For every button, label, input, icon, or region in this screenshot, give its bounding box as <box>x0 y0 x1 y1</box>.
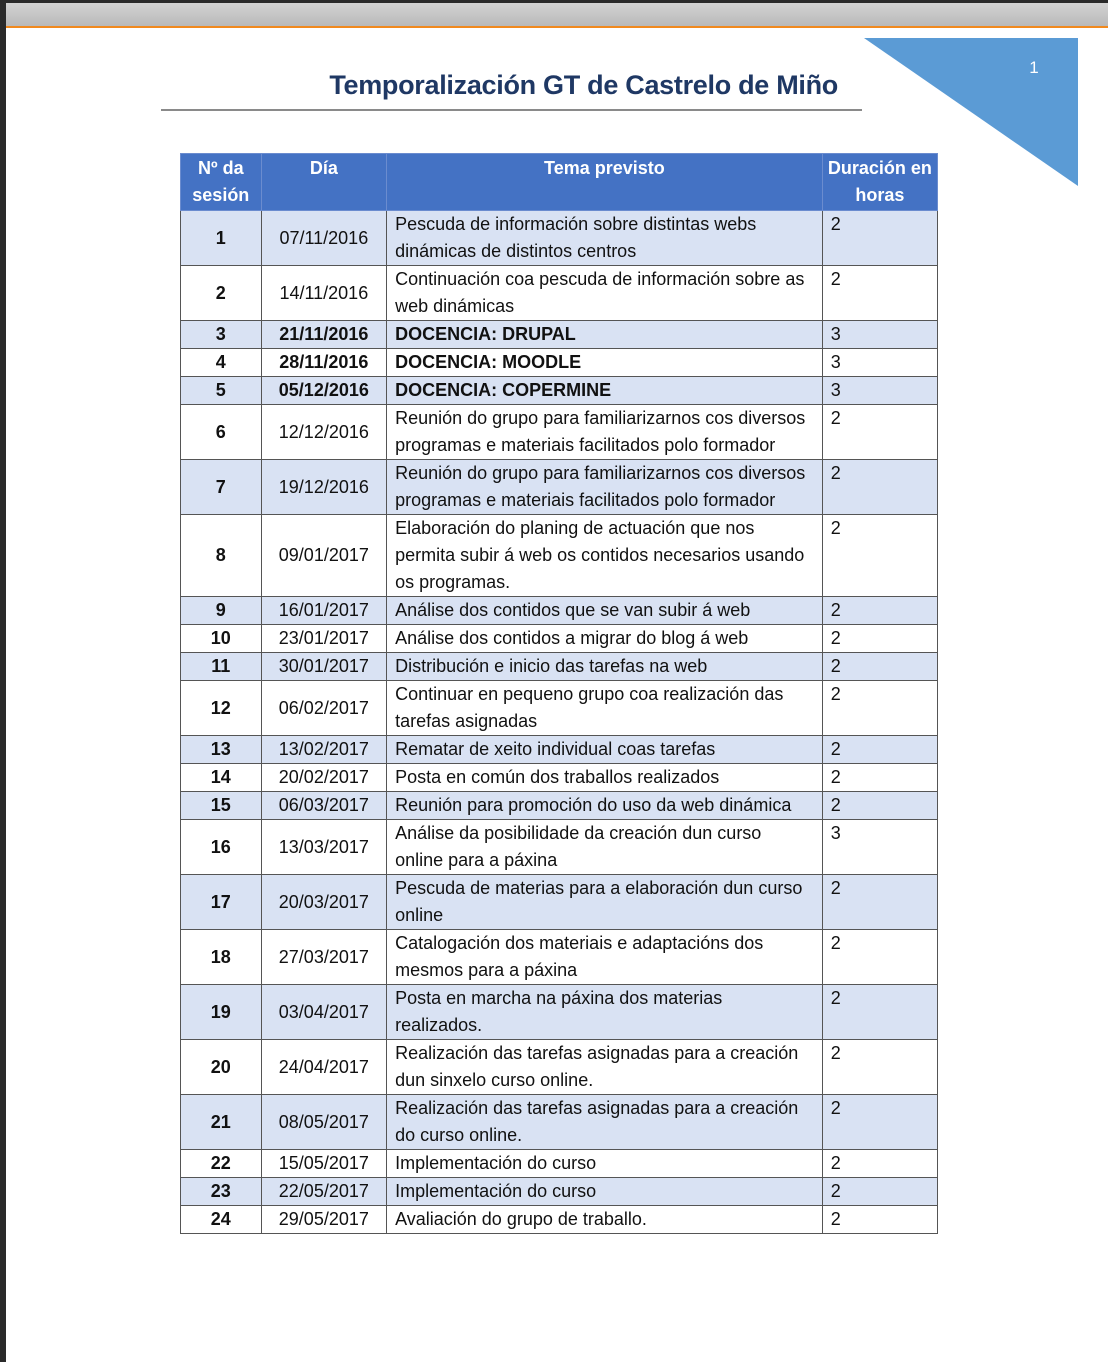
cell-topic: Catalogación dos materiais e adaptacións dos mesmos para a páxina <box>387 930 823 985</box>
cell-session: 22 <box>181 1150 262 1178</box>
table-row <box>181 321 938 349</box>
cell-topic: Elaboración do planing de actuación que nos permita subir á web os contidos necesarios usando os programas. <box>387 515 823 597</box>
cell-day: 19/12/2016 <box>261 460 386 515</box>
table-row <box>181 681 938 736</box>
cell-day: 28/11/2016 <box>261 349 386 377</box>
cell-day: 22/05/2017 <box>261 1178 386 1206</box>
cell-session: 8 <box>181 515 262 597</box>
cell-day: 20/02/2017 <box>261 764 386 792</box>
table-row <box>181 266 938 321</box>
cell-session: 3 <box>181 321 262 349</box>
cell-day: 06/02/2017 <box>261 681 386 736</box>
cell-topic: Posta en común dos traballos realizados <box>387 764 823 792</box>
header-duration: Duración en horas <box>822 154 937 211</box>
table-row <box>181 625 938 653</box>
cell-day: 06/03/2017 <box>261 792 386 820</box>
cell-duration: 2 <box>822 792 937 820</box>
cell-day: 05/12/2016 <box>261 377 386 405</box>
cell-day: 07/11/2016 <box>261 211 386 266</box>
cell-session: 20 <box>181 1040 262 1095</box>
table-header-row <box>181 154 938 211</box>
cell-duration: 2 <box>822 736 937 764</box>
table-row <box>181 1040 938 1095</box>
cell-day: 27/03/2017 <box>261 930 386 985</box>
table-row <box>181 1206 938 1234</box>
cell-day: 08/05/2017 <box>261 1095 386 1150</box>
cell-duration: 2 <box>822 930 937 985</box>
cell-topic: DOCENCIA: DRUPAL <box>387 321 823 349</box>
cell-session: 2 <box>181 266 262 321</box>
viewer-top-bar <box>0 0 1108 28</box>
cell-duration: 2 <box>822 1040 937 1095</box>
cell-topic: Análise dos contidos a migrar do blog á web <box>387 625 823 653</box>
cell-duration: 2 <box>822 625 937 653</box>
title-underline <box>161 109 862 111</box>
cell-day: 29/05/2017 <box>261 1206 386 1234</box>
cell-day: 14/11/2016 <box>261 266 386 321</box>
table-row <box>181 875 938 930</box>
cell-topic: Implementación do curso <box>387 1150 823 1178</box>
cell-day: 12/12/2016 <box>261 405 386 460</box>
cell-topic: Avaliación do grupo de traballo. <box>387 1206 823 1234</box>
cell-duration: 3 <box>822 377 937 405</box>
cell-day: 21/11/2016 <box>261 321 386 349</box>
cell-topic: DOCENCIA: COPERMINE <box>387 377 823 405</box>
table-row <box>181 653 938 681</box>
cell-topic: Distribución e inicio das tarefas na web <box>387 653 823 681</box>
cell-duration: 3 <box>822 321 937 349</box>
cell-duration: 3 <box>822 349 937 377</box>
cell-session: 1 <box>181 211 262 266</box>
cell-session: 10 <box>181 625 262 653</box>
cell-session: 17 <box>181 875 262 930</box>
cell-topic: DOCENCIA: MOODLE <box>387 349 823 377</box>
cell-topic: Continuar en pequeno grupo coa realización das tarefas asignadas <box>387 681 823 736</box>
cell-duration: 2 <box>822 1178 937 1206</box>
cell-topic: Rematar de xeito individual coas tarefas <box>387 736 823 764</box>
table-row <box>181 405 938 460</box>
table-row <box>181 515 938 597</box>
cell-day: 16/01/2017 <box>261 597 386 625</box>
cell-duration: 2 <box>822 985 937 1040</box>
table-row <box>181 1150 938 1178</box>
cell-session: 7 <box>181 460 262 515</box>
cell-topic: Posta en marcha na páxina dos materias realizados. <box>387 985 823 1040</box>
cell-duration: 2 <box>822 875 937 930</box>
cell-session: 24 <box>181 1206 262 1234</box>
table-row <box>181 930 938 985</box>
cell-duration: 2 <box>822 460 937 515</box>
cell-session: 11 <box>181 653 262 681</box>
cell-duration: 2 <box>822 1206 937 1234</box>
table-row <box>181 211 938 266</box>
cell-session: 16 <box>181 820 262 875</box>
cell-session: 21 <box>181 1095 262 1150</box>
cell-duration: 2 <box>822 653 937 681</box>
cell-duration: 2 <box>822 266 937 321</box>
cell-day: 30/01/2017 <box>261 653 386 681</box>
header-day: Día <box>261 154 386 211</box>
page-number: 1 <box>1029 58 1039 77</box>
cell-topic: Análise da posibilidade da creación dun curso online para a páxina <box>387 820 823 875</box>
table-row <box>181 985 938 1040</box>
window-left-edge <box>0 0 6 1362</box>
header-topic: Tema previsto <box>387 154 823 211</box>
cell-topic: Realización das tarefas asignadas para a creación dun sinxelo curso online. <box>387 1040 823 1095</box>
cell-topic: Reunión para promoción do uso da web dinámica <box>387 792 823 820</box>
cell-session: 12 <box>181 681 262 736</box>
table-row <box>181 792 938 820</box>
table-row <box>181 349 938 377</box>
cell-session: 23 <box>181 1178 262 1206</box>
cell-topic: Pescuda de materias para a elaboración dun curso online <box>387 875 823 930</box>
cell-duration: 2 <box>822 1095 937 1150</box>
cell-topic: Realización das tarefas asignadas para a creación do curso online. <box>387 1095 823 1150</box>
cell-duration: 2 <box>822 597 937 625</box>
window-top-edge <box>0 0 1108 3</box>
table-row <box>181 1095 938 1150</box>
cell-duration: 2 <box>822 1150 937 1178</box>
page-title: Temporalización GT de Castrelo de Miño <box>329 70 838 100</box>
schedule-table <box>180 153 938 1234</box>
cell-day: 13/02/2017 <box>261 736 386 764</box>
table-row <box>181 764 938 792</box>
cell-duration: 3 <box>822 820 937 875</box>
table-row <box>181 460 938 515</box>
cell-topic: Reunión do grupo para familiarizarnos cos diversos programas e materiais facilitados polo formador <box>387 460 823 515</box>
cell-session: 13 <box>181 736 262 764</box>
table-row <box>181 377 938 405</box>
cell-day: 09/01/2017 <box>261 515 386 597</box>
cell-topic: Reunión do grupo para familiarizarnos cos diversos programas e materiais facilitados polo formador <box>387 405 823 460</box>
cell-day: 15/05/2017 <box>261 1150 386 1178</box>
cell-topic: Implementación do curso <box>387 1178 823 1206</box>
cell-session: 9 <box>181 597 262 625</box>
table-row <box>181 736 938 764</box>
cell-topic: Análise dos contidos que se van subir á web <box>387 597 823 625</box>
cell-session: 19 <box>181 985 262 1040</box>
cell-session: 4 <box>181 349 262 377</box>
cell-day: 20/03/2017 <box>261 875 386 930</box>
cell-duration: 2 <box>822 515 937 597</box>
cell-session: 18 <box>181 930 262 985</box>
cell-session: 5 <box>181 377 262 405</box>
cell-day: 13/03/2017 <box>261 820 386 875</box>
cell-duration: 2 <box>822 405 937 460</box>
table-row <box>181 820 938 875</box>
cell-topic: Pescuda de información sobre distintas webs dinámicas de distintos centros <box>387 211 823 266</box>
cell-day: 24/04/2017 <box>261 1040 386 1095</box>
cell-session: 15 <box>181 792 262 820</box>
header-session: Nº da sesión <box>181 154 262 211</box>
cell-duration: 2 <box>822 681 937 736</box>
cell-duration: 2 <box>822 211 937 266</box>
cell-session: 14 <box>181 764 262 792</box>
cell-day: 23/01/2017 <box>261 625 386 653</box>
cell-day: 03/04/2017 <box>261 985 386 1040</box>
table-row <box>181 597 938 625</box>
cell-topic: Continuación coa pescuda de información sobre as web dinámicas <box>387 266 823 321</box>
cell-duration: 2 <box>822 764 937 792</box>
table-row <box>181 1178 938 1206</box>
cell-session: 6 <box>181 405 262 460</box>
